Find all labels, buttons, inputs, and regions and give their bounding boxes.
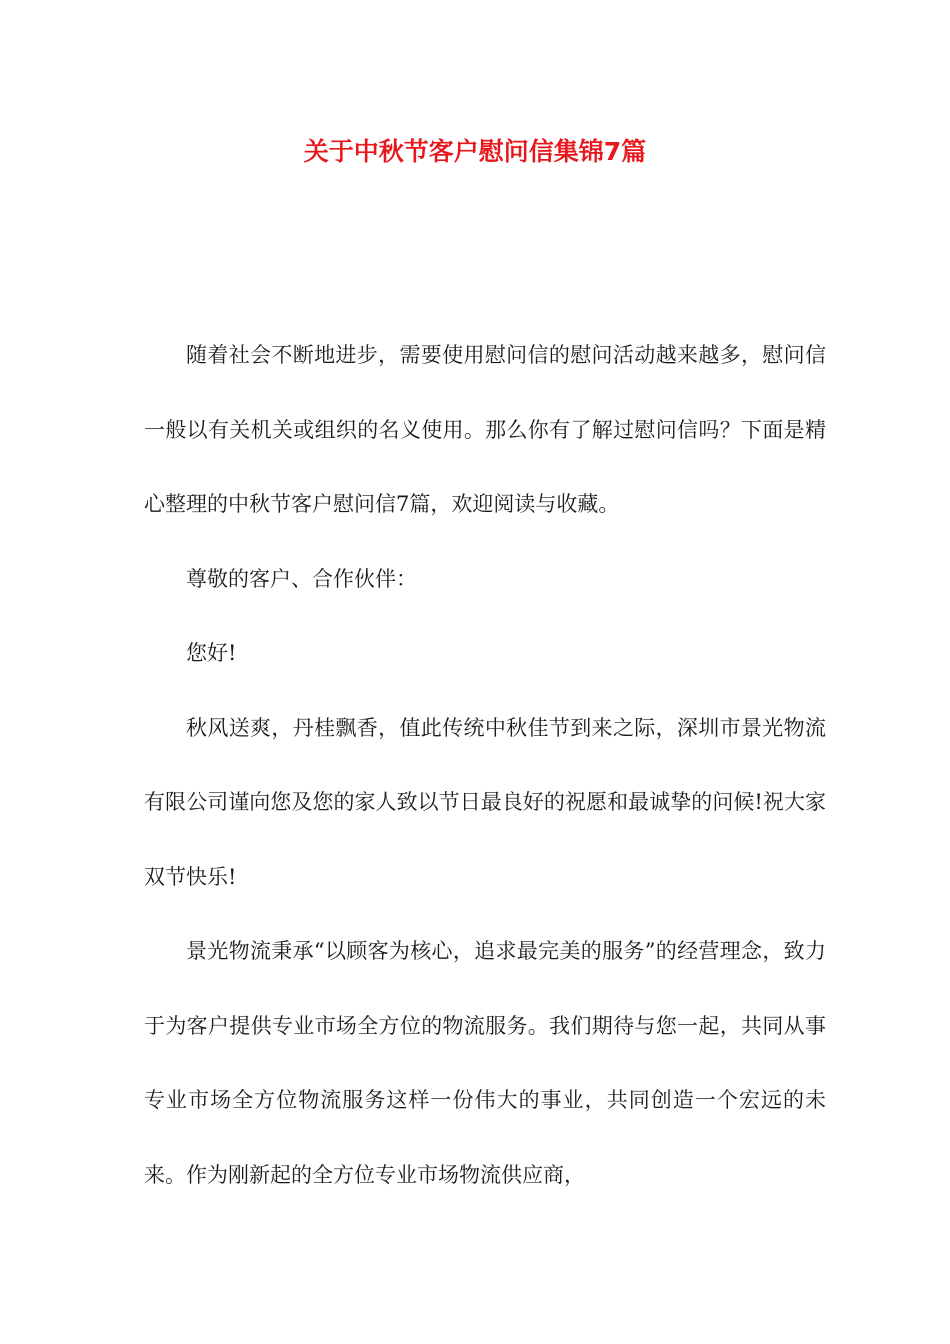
document-title: 关于中秋节客户慰问信集锦7篇 (303, 137, 647, 166)
document-body (144, 318, 826, 1212)
paragraph-company-philosophy: 景光物流秉承“以顾客为核心，追求最完美的服务”的经营理念，致力于为客户提供专业市场全方位的物流服务。我们期待与您一起，共同从事专业市场全方位物流服务这样一份伟大的事业，共同创造一个宏远的未来。作为刚新起的全方位专业市场物流供应商， (144, 939, 826, 1187)
paragraph-salutation: 尊敬的客户、合作伙伴： (186, 566, 417, 591)
paragraph-greeting: 您好! (186, 641, 237, 665)
paragraph-festival-wishes: 秋风送爽，丹桂飘香，值此传统中秋佳节到来之际，深圳市景光物流有限公司谨向您及您的家人致以节日最良好的祝愿和最诚挚的问候!祝大家双节快乐! (144, 715, 826, 889)
paragraph-intro: 随着社会不断地进步，需要使用慰问信的慰问活动越来越多，慰问信一般以有关机关或组织的名义使用。那么你有了解过慰问信吗？下面是精心整理的中秋节客户慰问信7篇，欢迎阅读与收藏。 (144, 343, 826, 516)
